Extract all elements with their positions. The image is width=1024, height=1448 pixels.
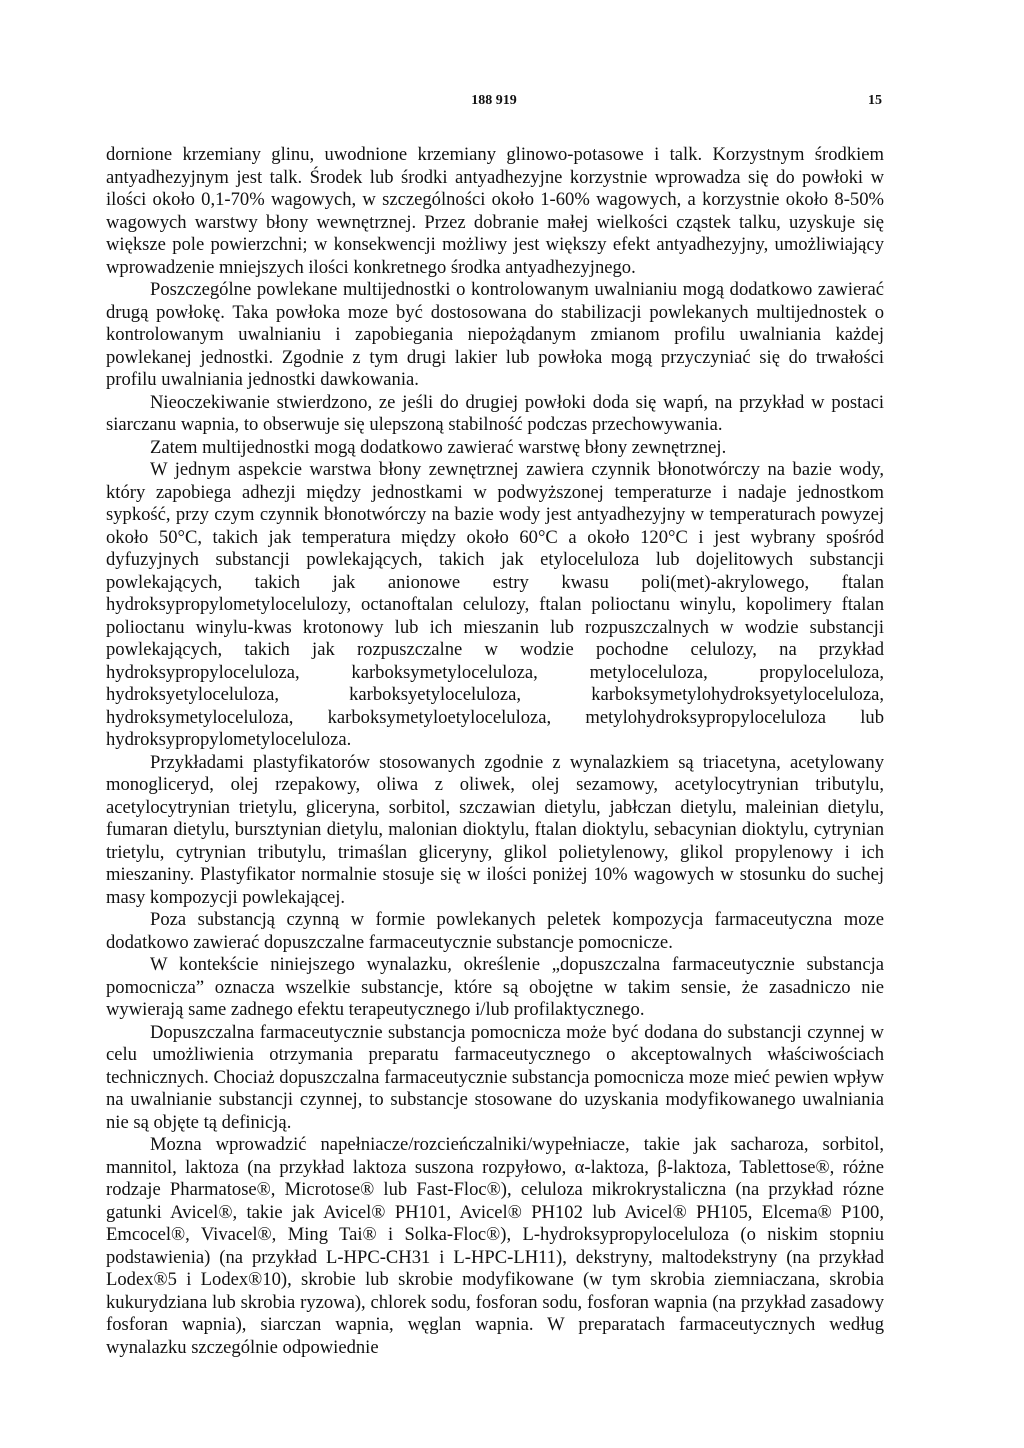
paragraph-excipient-effect: Dopuszczalna farmaceutycznie substancja pomocnicza może być dodana do substancji czynnej w celu umożliwienia otrzymania preparatu farmaceutycznego o akceptowalnych właściwościach technicznych. Chociaż dopuszczalna farmaceutycznie substancja pomocnicza moze mieć pewien wpływ na uwalnianie substancji czynnej, to substancje stosowane do uzyskania modyfikowanego uwalniania nie są objęte tą definicją. <box>106 1021 884 1133</box>
paragraph-fillers: Mozna wprowadzić napełniacze/rozcieńczalniki/wypełniacze, takie jak sacharoza, sorbitol, mannitol, laktoza (na przykład laktoza suszona rozpyłowo, α-laktoza, β-laktoza, Tablettose®, różne rodzaje Pharmatose®, Microtose® lub Fast-Floc®), celuloza mikrokrystaliczna (na przykład rózne gatunki Avicel®, takie jak Avicel® PH101, Avicel® PH102 lub Avicel® PH105, Elcema® P100, Emcocel®, Vivacel®, Ming Tai® i Solka-Floc®), L-hydroksypropyloceluloza (o niskim stopniu podstawienia) (na przykład L-HPC-CH31 i L-HPC-LH11), dekstryny, maltodekstryny (na przykład Lodex®5 i Lodex®10), skrobie lub skrobie modyfikowane (w tym skrobia ziemniaczana, skrobia kukurydziana lub skrobia ryzowa), chlorek sodu, fosforan sodu, fosforan wapnia (na przykład zasadowy fosforan wapnia), siarczan wapnia, węglan wapnia. W preparatach farmaceutycznych według wynalazku szczególnie odpowiednie <box>106 1134 884 1358</box>
paragraph-antiadhesive: dornione krzemiany glinu, uwodnione krzemiany glinowo-potasowe i talk. Korzystnym środkiem antyadhezyjnym jest talk. Środek lub środki antyadhezyjne korzystnie wprowadza się do powłoki w ilości około 0,1-70% wagowych, w szczególności około 1-60% wagowych, a korzystnie około 8-50% wagowych warstwy błony wewnętrznej. Przez dobranie małej wielkości cząstek talku, uzyskuje się większe pole powierzchni; w konsekwencji możliwy jest większy efekt antyadhezyjny, umożliwiający wprowadzenie mniejszych ilości konkretnego środka antyadhezyjnego. <box>106 144 884 278</box>
paragraph-calcium: Nieoczekiwanie stwierdzono, ze jeśli do drugiej powłoki doda się wapń, na przykład w postaci siarczanu wapnia, to obserwuje się ulepszoną stabilność podczas przechowywania. <box>106 391 884 435</box>
page-number: 15 <box>868 93 882 108</box>
paragraph-excipients-intro: Poza substancją czynną w formie powlekanych peletek kompozycja farmaceutyczna moze dodatkowo zawierać dopuszczalne farmaceutycznie substancje pomocnicze. <box>106 909 884 953</box>
paragraph-second-coating: Poszczególne powlekane multijednostki o kontrolowanym uwalnianiu mogą dodatkowo zawierać drugą powłokę. Taka powłoka moze być dostosowana do stabilizacji powlekanych multijednostek o kontrolowanym uwalnianiu i zapobiegania niepożądanym zmianom profilu uwalniania każdej powlekanej jednostki. Zgodnie z tym drugi lakier lub powłoka mogą przyczyniać się do trwałości profilu uwalniania jednostki dawkowania. <box>106 279 884 390</box>
paragraph-definition: W kontekście niniejszego wynalazku, określenie „dopuszczalna farmaceutycznie substancja pomocnicza” oznacza wszelkie substancje, które są obojętne w takim sensie, że zasadniczo nie wywierają same zadnego efektu terapeutycznego i/lub profilaktycznego. <box>106 954 884 1020</box>
paragraph-outer-layer: Zatem multijednostki mogą dodatkowo zawierać warstwę błony zewnętrznej. <box>150 436 727 458</box>
document-body <box>106 144 884 1359</box>
page-header <box>106 93 882 113</box>
paragraph-plasticizers: Przykładami plastyfikatorów stosowanych zgodnie z wynalazkiem są triacetyna, acetylowany monogliceryd, olej rzepakowy, oliwa z oliwek, olej sezamowy, acetylocytrynian tributylu, acetylocytrynian trietylu, gliceryna, sorbitol, szczawian dietylu, jabłczan dietylu, maleinian dietylu, fumaran dietylu, bursztynian dietylu, malonian dioktylu, ftalan dioktylu, sebacynian dioktylu, cytrynian trietylu, cytrynian tributylu, trimaślan gliceryny, glikol polietylenowy, glikol propylenowy i ich mieszaniny. Plastyfikator normalnie stosuje się w ilości poniżej 10% wagowych w stosunku do suchej masy kompozycji powlekającej. <box>106 751 884 908</box>
patent-number: 188 919 <box>471 93 517 108</box>
paragraph-film-former: W jednym aspekcie warstwa błony zewnętrznej zawiera czynnik błonotwórczy na bazie wody, który zapobiega adhezji między jednostkami w podwyższonej temperaturze i nadaje jednostkom sypkość, przy czym czynnik błonotwórczy na bazie wody jest antyadhezyjny w temperaturach powyzej około 50°C, takich jak temperatura między około 60°C a około 120°C i jest wybrany spośród dyfuzyjnych substancji powlekających, takich jak etyloceluloza lub dojelitowych substancji powlekających, takich jak anionowe estry kwasu poli(met)-akrylowego, ftalan hydroksypropylometylocelulozy, octanoftalan celulozy, ftalan polioctanu winylu, kopolimery ftalan polioctanu winylu-kwas krotonowy lub ich mieszanin lub rozpuszczalnych w wodzie substancji powlekających, takich jak rozpuszczalne w wodzie pochodne celulozy, na przykład hydroksypropyloceluloza, karboksymetyloceluloza, metyloceluloza, propyloceluloza, hydroksyetyloceluloza, karboksyetyloceluloza, karboksymetylohydroksyetyloceluloza, hydroksymetyloceluloza, karboksymetyloetyloceluloza, metylohydroksypropyloceluloza lub hydroksypropylometyloceluloza. <box>106 459 884 750</box>
